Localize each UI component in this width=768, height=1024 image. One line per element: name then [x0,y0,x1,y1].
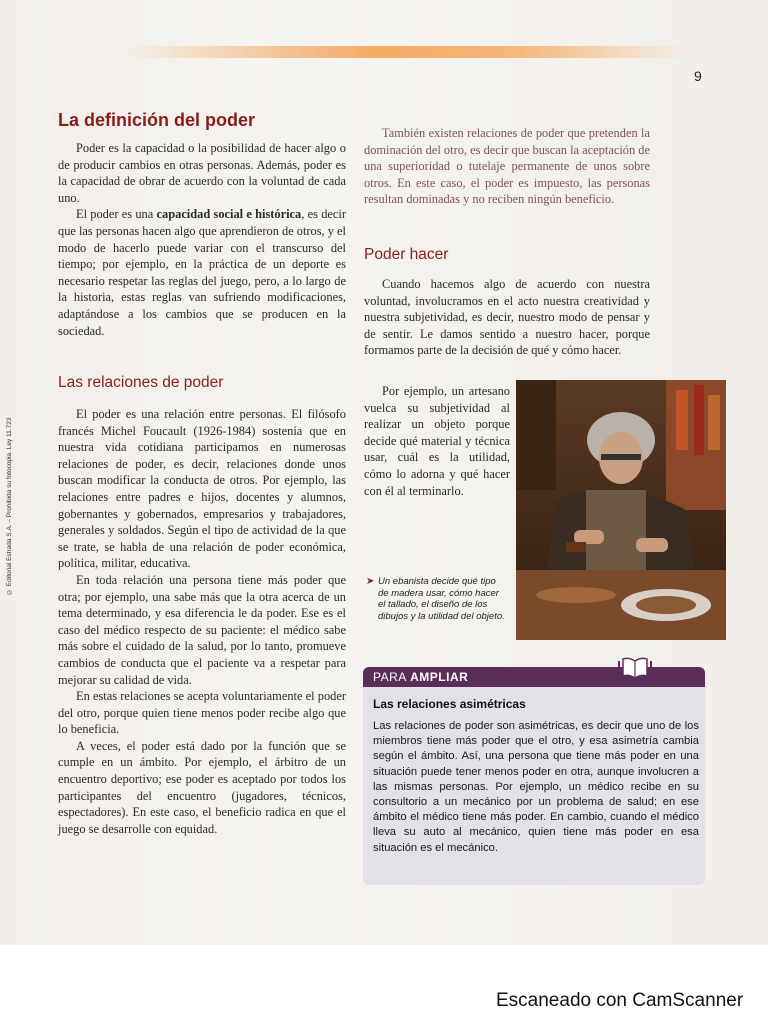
box-header [363,667,705,687]
paragraph: También existen relaciones de poder que pretenden la dominación del otro, es decir que buscan la aceptación de una superioridad o tutelaje permanente de unos sobre otros. En este caso, el poder es impuesto, las personas resultan dominadas y no reciben ningún beneficio. [364,126,650,207]
box-body: Las relaciones de poder son asimétricas, es decir que uno de los miembros tiene más poder que el otro, y esa asimetría cambia según el ámbito. Así, una persona que tiene más poder en una situación puede tener menos poder en otra, aunque involucren a las mismas personas. Por ejemplo, un médico recibe en su consultorio a un mecánico por un problema de salud; en ese ámbito el médico tiene más poder. En cambio, cuando el médico lleva su auto al mecánico, quien tiene más poder en esa situación es el mecánico. [373,720,699,854]
woodworker-photo [516,380,726,640]
section-heading-relaciones: Las relaciones de poder [58,374,224,391]
box-title: Las relaciones asimétricas [373,697,526,711]
para-ampliar-box [363,667,705,885]
paragraph: Cuando hacemos algo de acuerdo con nuestra voluntad, involucramos en el acto nuestra creatividad y nuestra subjetividad, es decir, nuestro modo de pensar y de sentir. Le damos sentido a nuestro hacer, porque formamos parte de la decisión de qué y cómo hacer. [364,277,650,358]
caption-arrow-icon: ➤ [366,576,375,587]
paragraph: A veces, el poder está dado por la función que se cumple en un ámbito. Por ejemplo, el árbitro de un encuentro deportivo; ese poder es aceptado por todos los participantes del encuentro (jugadores, técnicos, espectadores). En este caso, el beneficio radica en que el juego se desarrolle con equidad. [58,738,346,836]
paragraph: Poder es la capacidad o la posibilidad de hacer algo o de producir cambios en otras personas. Además, poder es la capacidad de obrar de acuerdo con la voluntad de cada uno. [58,141,346,205]
open-book-icon [617,655,653,683]
box-label-prefix: PARA [373,670,407,684]
left-column-relaciones [58,406,346,837]
box-label-strong: AMPLIAR [410,670,469,684]
photo-caption: ➤ Un ebanista decide qué tipo de madera usar, cómo hacer el tallado, el diseño de los dibujos y la utilidad del objeto. [366,576,505,622]
left-column-intro [58,140,346,339]
page-number: 9 [694,68,702,84]
paragraph: En estas relaciones se acepta voluntariamente el poder del otro, porque quien tiene menos poder recibe algo que lo beneficia. [58,689,346,737]
header-decoration-bar [120,46,690,58]
paragraph: El poder es una capacidad social e histórica, es decir que las personas hacen algo que aprendieron de otros, y el modo de hacerlo puede variar con el transcurso del tiempo; por ejemplo, en la práctica de un deporte es necesario respetar las reglas del juego, pero, a lo largo de la historia, estas reglas van sufriendo modificaciones, adaptándose a los cambios que se producen en la sociedad. [58,207,346,338]
right-column-intro [364,125,650,208]
main-heading: La definición del poder [58,110,256,130]
bold-phrase: capacidad social e histórica [156,207,302,222]
woodworker-illustration [516,380,726,640]
paragraph: En toda relación una persona tiene más poder que otra; por ejemplo, una sabe más que la otra acerca de un tema determinado, y esa diferencia le da poder. Ese es el caso del médico respecto de su paciente: el médico sabe más sobre el cuidado de la salud, por lo tanto, promueve cambios de conducta que el paciente va a respetar para mejorar su calidad de vida. [58,572,346,687]
section-heading-poder-hacer: Poder hacer [364,246,449,263]
scanner-watermark: Escaneado con CamScanner [496,990,744,1011]
paragraph: El poder es una relación entre personas. El filósofo francés Michel Foucault (1926-1984) sostenía que en nuestra vida cotidiana participamos en numerosas relaciones de poder, es decir, relaciones donde unos buscan modificar la conducta de otros. Por ejemplo, las relaciones entre padres e hijos, docentes y alumnos, gobernantes y gobernados, empresarios y trabajadores, generales y soldados. Según el tipo de actividad de la que se trate, se habla de una relación de poder económica, política, militar, educativa. [58,407,346,571]
paragraph: Por ejemplo, un artesano vuelca su subjetividad al realizar un objeto porque decide qué material y técnica usar, cuál es la utilidad, cómo lo adorna y qué hacer con él al terminarlo. [364,384,510,498]
right-column-example [364,383,510,499]
copyright-side-note: © Editorial Estrada S.A. – Prohibida su fotocopia. Ley 11.723 [6,417,13,595]
right-column-poder-hacer [364,276,650,359]
